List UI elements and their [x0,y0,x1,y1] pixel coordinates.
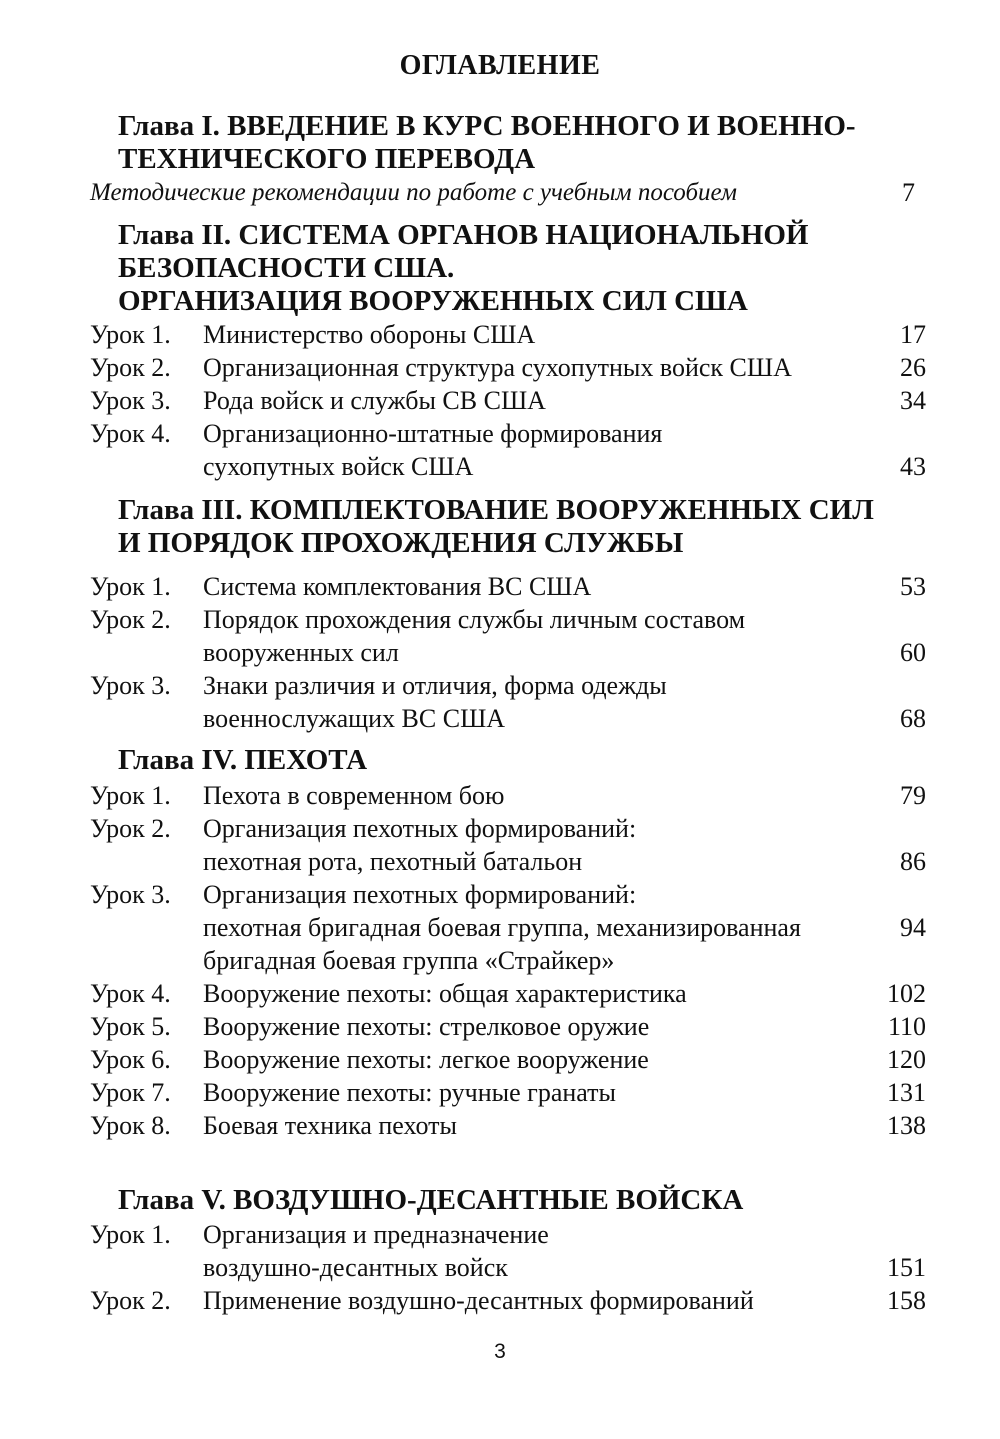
lesson-title-line: Министерство обороны США [203,320,536,349]
lesson-title-line: Вооружение пехоты: общая характеристика [203,979,687,1008]
page-number: 131 [887,1078,926,1107]
lesson-title [203,1043,873,1076]
lesson-label: Урок 4. [90,979,171,1008]
lesson-label: Урок 2. [90,1286,171,1315]
lesson-label: Урок 1. [90,320,171,349]
lesson-title-line: бригадная боевая группа «Страйкер» [203,946,615,975]
lesson-label: Урок 1. [90,781,171,810]
lesson-title [203,1109,873,1142]
lesson-title [203,1076,873,1109]
page-number: 94 [900,913,926,942]
lesson-title [203,977,873,1010]
chapter-heading-line: Глава IV. ПЕХОТА [118,744,368,776]
lesson-title-line: вооруженных сил [203,638,399,667]
lesson-title-line: Организационная структура сухопутных войск США [203,353,792,382]
chapter-heading-line: ТЕХНИЧЕСКОГО ПЕРЕВОДА [118,143,536,175]
lesson-title [203,812,873,878]
lesson-title-line: Пехота в современном бою [203,781,505,810]
chapter-heading-line: ОРГАНИЗАЦИЯ ВООРУЖЕННЫХ СИЛ США [118,285,748,317]
lesson-title-line: Боевая техника пехоты [203,1111,457,1140]
lesson-label: Урок 2. [90,605,171,634]
intro-entry [90,176,920,209]
chapter-heading-line: И ПОРЯДОК ПРОХОЖДЕНИЯ СЛУЖБЫ [118,527,684,559]
page-number: 68 [900,704,926,733]
lesson-title-line: пехотная бригадная боевая группа, механизированная [203,913,801,942]
page-number: 86 [900,847,926,876]
chapter-2-heading [118,219,898,318]
lesson-title-line: Система комплектования ВС США [203,572,592,601]
intro-text: Методические рекомендации по работе с учебным пособием [90,179,737,206]
page-title: ОГЛАВЛЕНИЕ [399,50,601,81]
lesson-title [203,878,873,977]
chapter-heading-line: Глава II. СИСТЕМА ОРГАНОВ НАЦИОНАЛЬНОЙ [118,219,809,251]
page-number: 79 [900,781,926,810]
page-number: 26 [900,353,926,382]
lesson-title [203,417,873,483]
chapter-4-heading [118,744,898,777]
lesson-title [203,384,873,417]
chapter-3-heading [118,494,898,560]
lesson-label: Урок 3. [90,671,171,700]
lesson-title [203,779,873,812]
lesson-title [203,1010,873,1043]
lesson-title-line: Организация пехотных формирований: [203,880,637,909]
page-number: 43 [900,452,926,481]
page-number: 158 [887,1286,926,1315]
lesson-title [203,318,873,351]
lesson-title [203,351,873,384]
lesson-label: Урок 6. [90,1045,171,1074]
lesson-title [203,603,873,669]
lesson-label: Урок 4. [90,419,171,448]
lesson-title-line: Организационно-штатные формирования [203,419,663,448]
page-number: 151 [887,1253,926,1282]
lesson-title-line: воздушно-десантных войск [203,1253,508,1282]
page-number: 7 [902,178,915,207]
chapter-5-heading [118,1184,898,1217]
chapter-heading-line: БЕЗОПАСНОСТИ США. [118,252,455,284]
lesson-title-line: Организация и предназначение [203,1220,549,1249]
lesson-title [203,1218,873,1284]
page-number: 102 [887,979,926,1008]
lesson-title-line: Рода войск и службы СВ США [203,386,546,415]
lesson-label: Урок 3. [90,386,171,415]
lesson-title [203,570,873,603]
lesson-title [203,669,873,735]
page-number: 34 [900,386,926,415]
lesson-title [203,1284,873,1317]
lesson-title-line: сухопутных войск США [203,452,474,481]
lesson-label: Урок 2. [90,353,171,382]
lesson-label: Урок 1. [90,572,171,601]
page-footer-number: 3 [494,1340,506,1363]
lesson-title-line: Организация пехотных формирований: [203,814,637,843]
page-number: 60 [900,638,926,667]
chapter-1-heading [118,110,898,176]
lesson-title-line: Вооружение пехоты: ручные гранаты [203,1078,616,1107]
lesson-title-line: Вооружение пехоты: легкое вооружение [203,1045,649,1074]
page-number: 138 [887,1111,926,1140]
chapter-heading-line: Глава V. ВОЗДУШНО-ДЕСАНТНЫЕ ВОЙСКА [118,1184,744,1216]
page-number: 17 [900,320,926,349]
chapter-heading-line: Глава III. КОМПЛЕКТОВАНИЕ ВООРУЖЕННЫХ СИЛ [118,494,874,526]
lesson-label: Урок 1. [90,1220,171,1249]
lesson-title-line: пехотная рота, пехотный батальон [203,847,583,876]
lesson-title-line: военнослужащих ВС США [203,704,506,733]
chapter-heading-line: Глава I. ВВЕДЕНИЕ В КУРС ВОЕННОГО И ВОЕННО- [118,110,856,142]
page-number: 120 [887,1045,926,1074]
lesson-title-line: Порядок прохождения службы личным составом [203,605,746,634]
lesson-label: Урок 5. [90,1012,171,1041]
lesson-label: Урок 7. [90,1078,171,1107]
lesson-label: Урок 8. [90,1111,171,1140]
page-number: 53 [900,572,926,601]
lesson-title-line: Применение воздушно-десантных формирований [203,1286,754,1315]
lesson-label: Урок 2. [90,814,171,843]
lesson-label: Урок 3. [90,880,171,909]
lesson-title-line: Знаки различия и отличия, форма одежды [203,671,667,700]
page-number: 110 [887,1012,926,1041]
lesson-title-line: Вооружение пехоты: стрелковое оружие [203,1012,650,1041]
